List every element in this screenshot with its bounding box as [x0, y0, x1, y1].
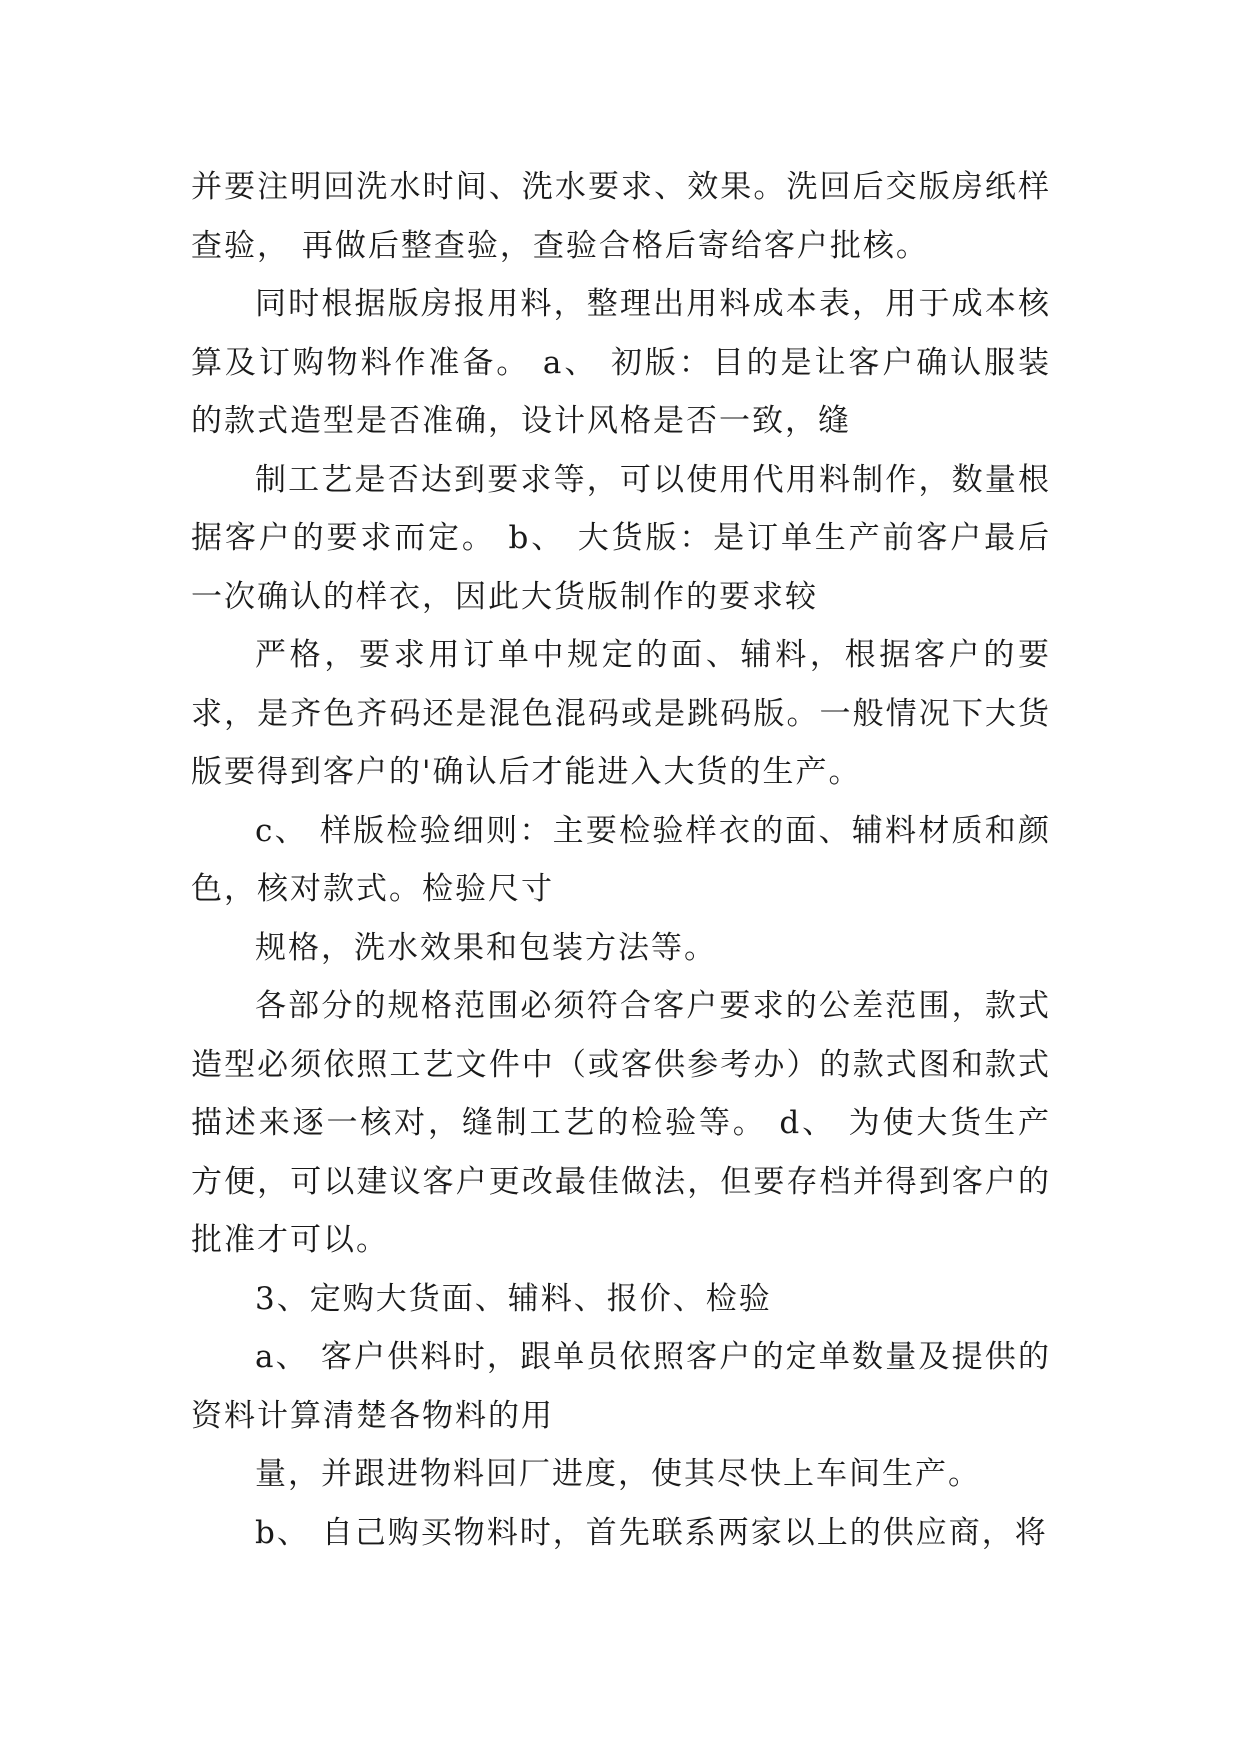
paragraph: c、 样版检验细则：主要检验样衣的面、辅料材质和颜色，核对款式。检验尺寸 [191, 812, 1051, 907]
paragraph: 并要注明回洗水时间、洗水要求、效果。洗回后交版房纸样查验， 再做后整查验，查验合格后寄给客户批核。 [191, 169, 1051, 264]
paragraph: 严格，要求用订单中规定的面、辅料，根据客户的要求，是齐色齐码还是混色混码或是跳码版。一般情况下大货版要得到客户的'确认后才能进入大货的生产。 [191, 637, 1051, 790]
paragraph: 制工艺是否达到要求等，可以使用代用料制作，数量根据客户的要求而定。 b、 大货版：是订单生产前客户最后一次确认的样衣，因此大货版制作的要求较 [191, 461, 1051, 615]
document-body [191, 158, 1051, 1562]
paragraph: 量，并跟进物料回厂进度，使其尽快上车间生产。 [255, 1456, 981, 1492]
paragraph: a、 客户供料时，跟单员依照客户的定单数量及提供的资料计算清楚各物料的用 [191, 1339, 1051, 1434]
paragraph: 同时根据版房报用料，整理出用料成本表，用于成本核算及订购物料作准备。 a、 初版：目的是让客户确认服装的款式造型是否准确，设计风格是否一致，缝 [191, 286, 1051, 439]
paragraph: 各部分的规格范围必须符合客户要求的公差范围，款式造型必须依照工艺文件中（或客供参考办）的款式图和款式描述来逐一核对，缝制工艺的检验等。 d、 为使大货生产方便，可以建议客户更改最佳做法，但要存档并得到客户的批准才可以。 [191, 988, 1051, 1258]
paragraph: 规格，洗水效果和包装方法等。 [255, 929, 717, 966]
paragraph: b、 自己购买物料时，首先联系两家以上的供应商，将 [255, 1514, 1048, 1551]
section-heading: 3、定购大货面、辅料、报价、检验 [255, 1280, 772, 1317]
